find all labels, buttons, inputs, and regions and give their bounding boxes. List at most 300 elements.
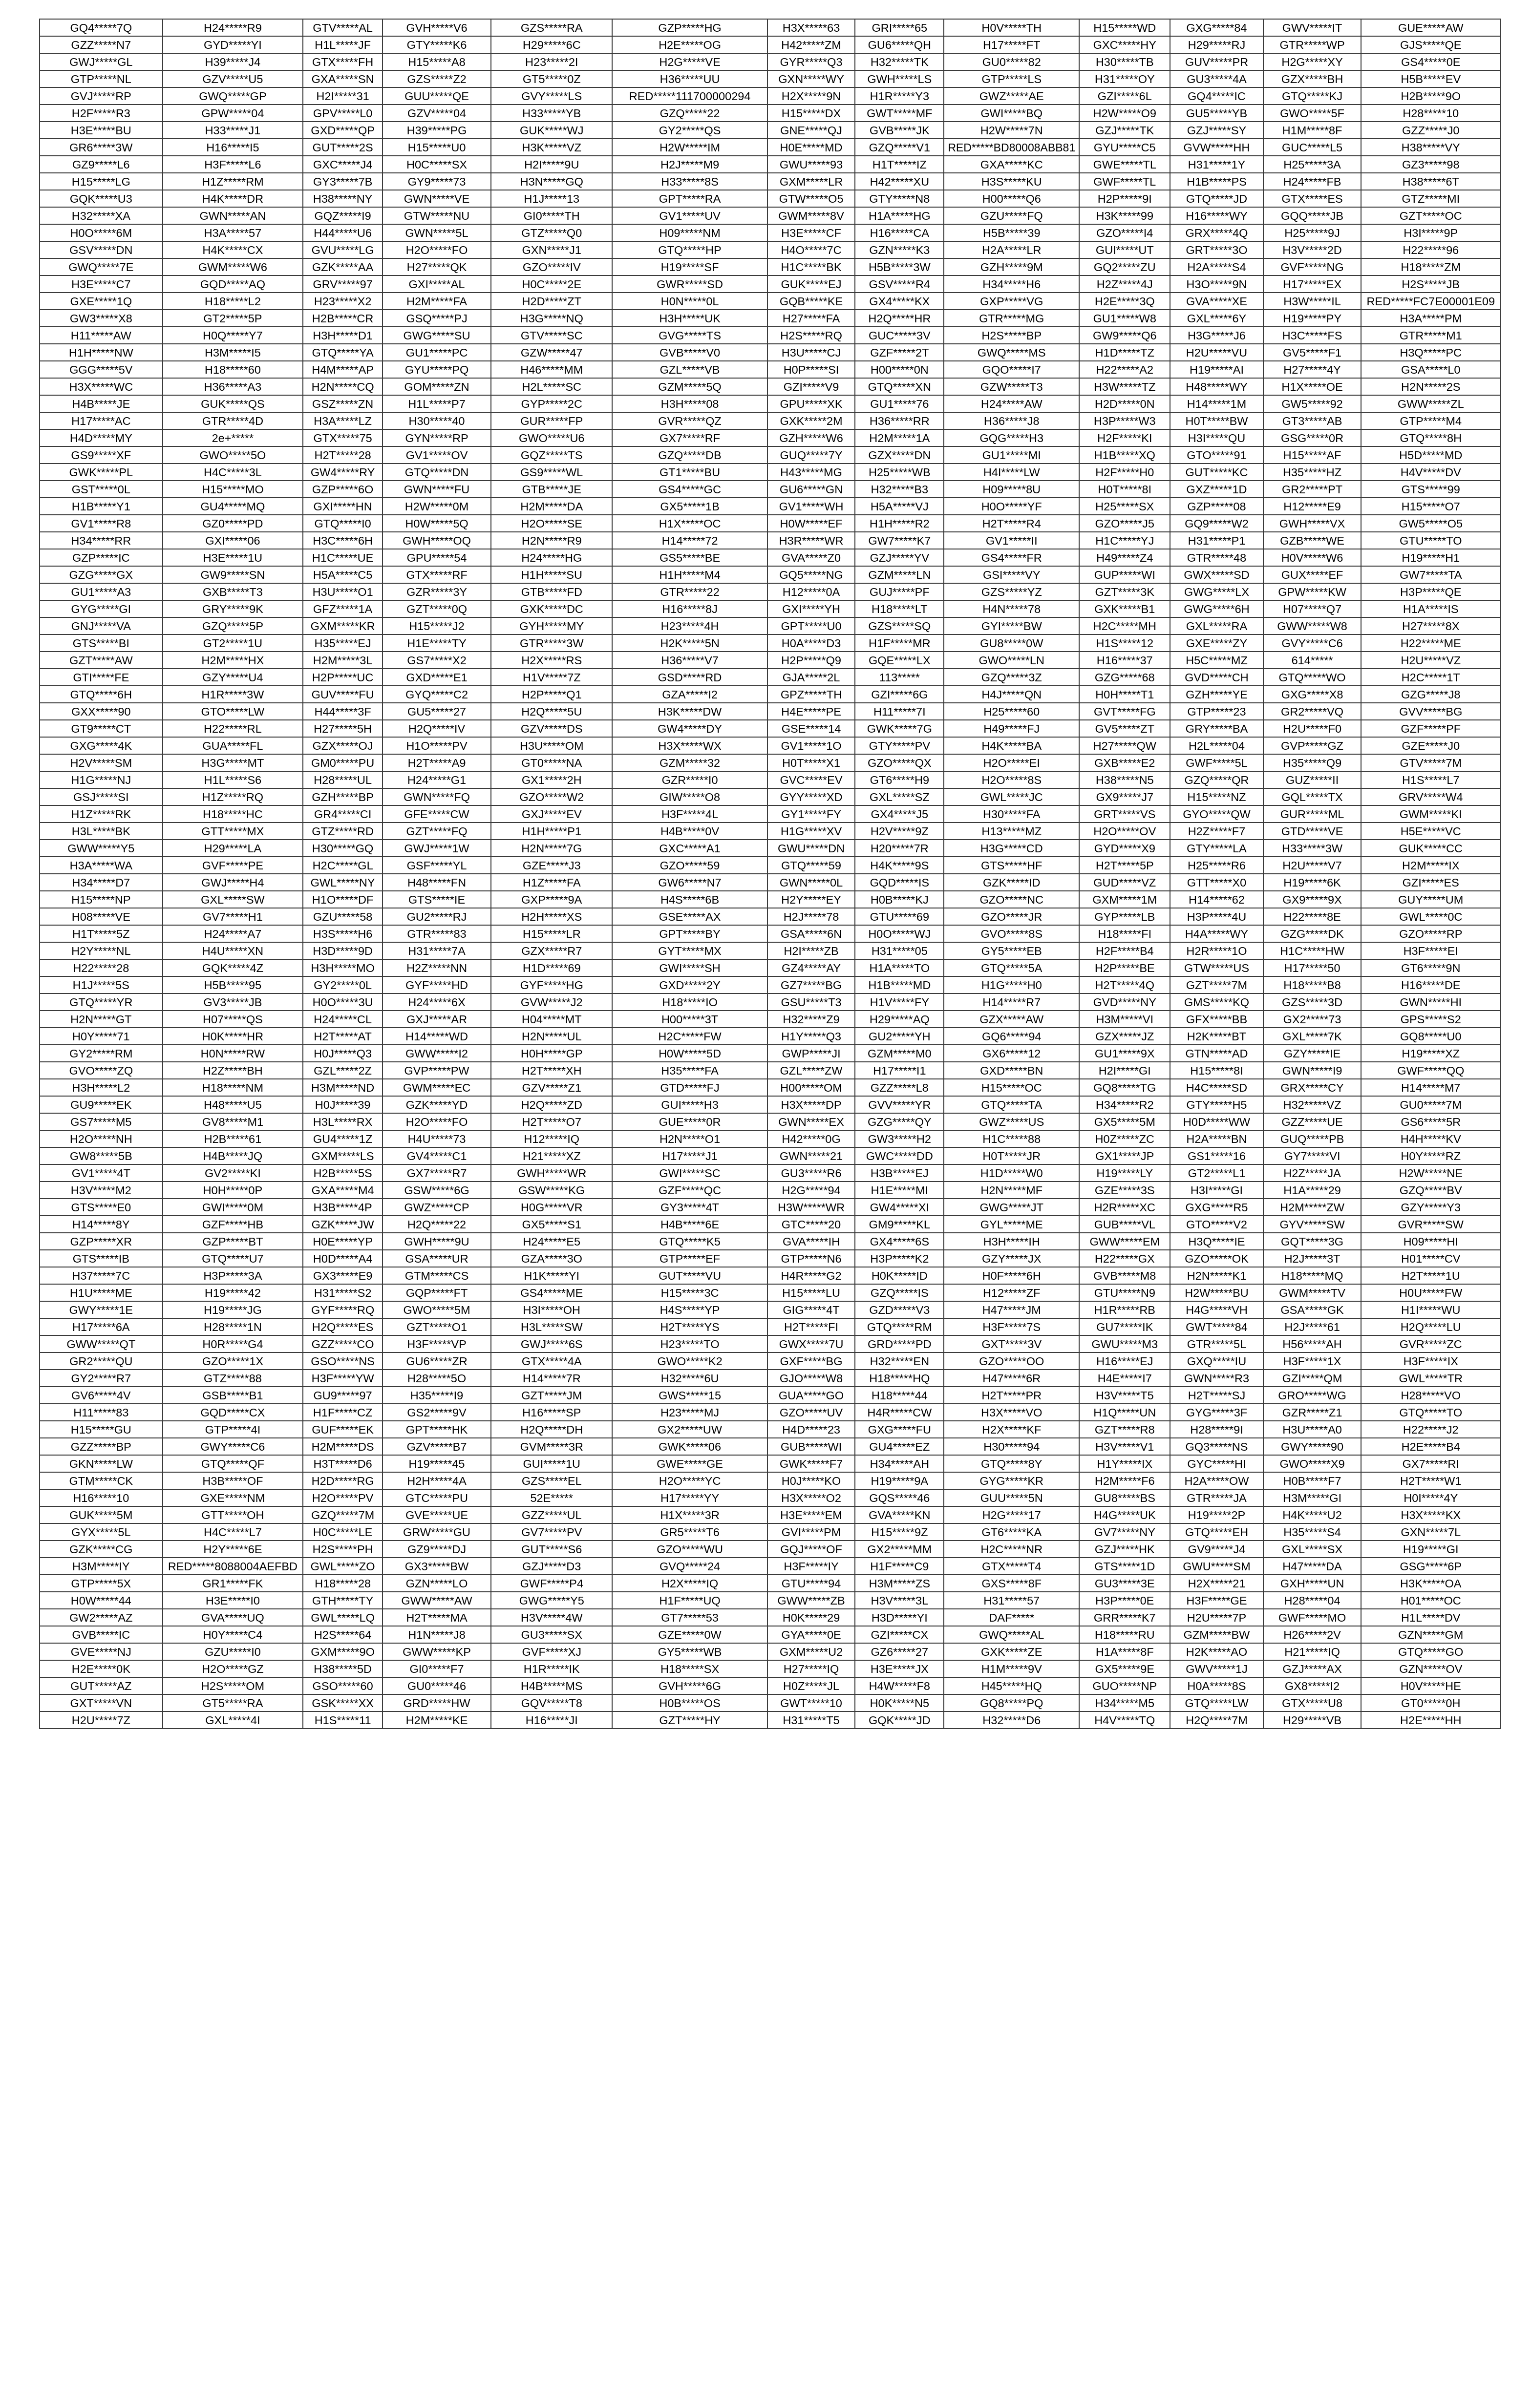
- table-cell: H2T*****R4: [944, 515, 1079, 532]
- table-cell: GMS*****KQ: [1170, 993, 1263, 1011]
- table-row: [40, 788, 1500, 805]
- table-cell: H2M*****FA: [383, 293, 491, 310]
- table-cell: H3S*****H6: [303, 925, 383, 942]
- table-cell: GZN*****GM: [1361, 1626, 1500, 1643]
- table-cell: GXT*****3V: [944, 1335, 1079, 1352]
- table-cell: GVF*****PE: [163, 857, 303, 874]
- table-cell: H2N*****2S: [1361, 378, 1500, 395]
- table-row: [40, 19, 1500, 36]
- table-row: [40, 1250, 1500, 1267]
- table-cell: H11*****AW: [40, 327, 163, 344]
- table-cell: H2N*****GT: [40, 1011, 163, 1028]
- table-cell: H3M*****IY: [40, 1558, 163, 1575]
- table-cell: GU1*****9X: [1079, 1045, 1170, 1062]
- table-row: [40, 53, 1500, 70]
- table-cell: GTR*****JA: [1170, 1489, 1263, 1506]
- table-cell: H36*****RR: [855, 412, 944, 429]
- table-cell: GXB*****E2: [1079, 754, 1170, 771]
- table-cell: H43*****MG: [767, 464, 855, 481]
- table-cell: GTX*****RF: [383, 566, 491, 583]
- table-row: [40, 1438, 1500, 1455]
- table-cell: GXA*****SN: [303, 70, 383, 87]
- table-cell: H3I*****QU: [1170, 429, 1263, 446]
- table-cell: GXF*****BG: [767, 1352, 855, 1370]
- table-cell: GW7*****K7: [855, 532, 944, 549]
- table-cell: GXA*****M4: [303, 1182, 383, 1199]
- table-cell: GVA*****UQ: [163, 1609, 303, 1626]
- table-cell: GZT*****HY: [612, 1711, 767, 1729]
- table-cell: GZN*****OV: [1361, 1660, 1500, 1677]
- table-row: [40, 993, 1500, 1011]
- table-cell: H3V*****T5: [1079, 1387, 1170, 1404]
- table-cell: GWX*****SD: [1170, 566, 1263, 583]
- table-cell: H0O*****WJ: [855, 925, 944, 942]
- table-cell: GUT*****VU: [612, 1267, 767, 1284]
- table-cell: GR5*****T6: [612, 1523, 767, 1541]
- table-cell: GXK*****ZE: [944, 1643, 1079, 1660]
- table-cell: GWH*****VX: [1263, 515, 1362, 532]
- table-cell: GZU*****I0: [163, 1643, 303, 1660]
- table-cell: GWG*****SU: [383, 327, 491, 344]
- table-cell: GWU*****M3: [1079, 1335, 1170, 1352]
- table-cell: GU2*****YH: [855, 1028, 944, 1045]
- table-cell: H36*****A3: [163, 378, 303, 395]
- table-cell: GYG*****KR: [944, 1472, 1079, 1489]
- table-cell: GXM*****9O: [303, 1643, 383, 1660]
- table-row: [40, 566, 1500, 583]
- table-row: [40, 446, 1500, 464]
- table-cell: H2I*****31: [303, 87, 383, 105]
- table-cell: GYV*****SW: [1263, 1216, 1362, 1233]
- table-row: [40, 1045, 1500, 1062]
- table-cell: H2T*****PR: [944, 1387, 1079, 1404]
- table-cell: GWO*****U6: [491, 429, 612, 446]
- table-cell: H2Q*****22: [383, 1216, 491, 1233]
- table-cell: GXH*****UN: [1263, 1575, 1362, 1592]
- table-cell: H0Y*****RZ: [1361, 1147, 1500, 1164]
- table-cell: GTX*****T4: [944, 1558, 1079, 1575]
- table-row: [40, 1267, 1500, 1284]
- table-cell: H2E*****B4: [1361, 1438, 1500, 1455]
- table-cell: H0W*****EF: [767, 515, 855, 532]
- table-cell: H3F*****1X: [1263, 1352, 1362, 1370]
- table-cell: GVE*****UE: [383, 1506, 491, 1523]
- table-cell: GWM*****8V: [767, 207, 855, 224]
- table-cell: GTM*****CS: [383, 1267, 491, 1284]
- table-row: [40, 976, 1500, 993]
- table-cell: GX4*****J5: [855, 805, 944, 823]
- table-cell: GZQ*****7M: [303, 1506, 383, 1523]
- table-cell: H31*****T5: [767, 1711, 855, 1729]
- table-cell: H0U*****FW: [1361, 1284, 1500, 1301]
- table-cell: H2T*****A9: [383, 754, 491, 771]
- table-cell: RED*****8088004AEFBD: [163, 1558, 303, 1575]
- table-cell: GNE*****QJ: [767, 122, 855, 139]
- table-cell: GZU*****FQ: [944, 207, 1079, 224]
- table-cell: GZV*****B7: [383, 1438, 491, 1455]
- table-cell: 113*****: [855, 669, 944, 686]
- table-cell: GT0*****NA: [491, 754, 612, 771]
- table-cell: GSB*****B1: [163, 1387, 303, 1404]
- table-cell: H0K*****29: [767, 1609, 855, 1626]
- table-cell: GIW*****O8: [612, 788, 767, 805]
- table-cell: H4U*****XN: [163, 942, 303, 959]
- table-cell: H2T*****W1: [1361, 1472, 1500, 1489]
- table-row: [40, 1079, 1500, 1096]
- code-table-body: [40, 19, 1500, 1729]
- table-cell: GSO*****60: [303, 1677, 383, 1694]
- table-cell: GWQ*****MS: [944, 344, 1079, 361]
- table-row: [40, 1113, 1500, 1130]
- table-cell: H2C*****FW: [612, 1028, 767, 1045]
- table-cell: GV5*****ZT: [1079, 720, 1170, 737]
- table-cell: GR6*****3W: [40, 139, 163, 156]
- table-cell: H3X*****DP: [767, 1096, 855, 1113]
- table-cell: H24*****R9: [163, 19, 303, 36]
- table-cell: H27*****IQ: [767, 1660, 855, 1677]
- table-cell: GWE*****GE: [612, 1455, 767, 1472]
- table-cell: GQ5*****NG: [767, 566, 855, 583]
- table-cell: GSA*****GK: [1263, 1301, 1362, 1318]
- table-cell: H3H*****L2: [40, 1079, 163, 1096]
- table-cell: GTR*****83: [383, 925, 491, 942]
- table-cell: GZX*****AW: [944, 1011, 1079, 1028]
- table-cell: GZO*****UV: [767, 1404, 855, 1421]
- table-cell: H2T*****O7: [491, 1113, 612, 1130]
- table-cell: H0Z*****ZC: [1079, 1130, 1170, 1147]
- table-cell: H18*****44: [855, 1387, 944, 1404]
- table-cell: GYD*****X9: [1079, 840, 1170, 857]
- table-row: [40, 840, 1500, 857]
- table-cell: GZL*****ZW: [767, 1062, 855, 1079]
- table-cell: H3V*****4W: [491, 1609, 612, 1626]
- table-cell: GVB*****V0: [612, 344, 767, 361]
- table-cell: H2W*****7N: [944, 122, 1079, 139]
- table-cell: H1F*****C9: [855, 1558, 944, 1575]
- table-cell: H0B*****OS: [612, 1694, 767, 1711]
- table-cell: GWK*****06: [612, 1438, 767, 1455]
- table-cell: GZE*****3S: [1079, 1182, 1170, 1199]
- table-cell: GZQ*****IS: [855, 1284, 944, 1301]
- table-cell: H5B*****39: [944, 224, 1079, 241]
- table-cell: H39*****J4: [163, 53, 303, 70]
- table-cell: GRD*****HW: [383, 1694, 491, 1711]
- table-cell: GWK*****PL: [40, 464, 163, 481]
- table-cell: GTQ*****TA: [944, 1096, 1079, 1113]
- table-cell: GW5*****92: [1263, 395, 1362, 412]
- table-cell: GZQ*****BV: [1361, 1182, 1500, 1199]
- table-cell: GTP*****M4: [1361, 412, 1500, 429]
- table-cell: GXI*****AL: [383, 275, 491, 293]
- table-cell: GV1*****4T: [40, 1164, 163, 1182]
- table-cell: H0A*****D3: [767, 634, 855, 652]
- table-cell: GTB*****JE: [491, 481, 612, 498]
- table-cell: GTS*****E0: [40, 1199, 163, 1216]
- table-cell: GZZ*****L8: [855, 1079, 944, 1096]
- table-cell: H37*****7C: [40, 1267, 163, 1284]
- table-cell: GZI*****6L: [1079, 87, 1170, 105]
- table-cell: GXG*****4K: [40, 737, 163, 754]
- table-cell: GTQ*****EH: [1170, 1523, 1263, 1541]
- table-cell: H1R*****IK: [491, 1660, 612, 1677]
- table-cell: GTW*****NU: [383, 207, 491, 224]
- table-cell: H1D*****69: [491, 959, 612, 976]
- table-cell: H0Y*****71: [40, 1028, 163, 1045]
- table-cell: H2M*****HX: [163, 652, 303, 669]
- table-cell: GSA*****UR: [383, 1250, 491, 1267]
- table-cell: GZV*****Z1: [491, 1079, 612, 1096]
- table-cell: GXM*****LR: [767, 173, 855, 190]
- table-cell: H33*****J1: [163, 122, 303, 139]
- table-cell: GTP*****LS: [944, 70, 1079, 87]
- table-cell: GTQ*****59: [767, 857, 855, 874]
- table-cell: GYF*****HD: [383, 976, 491, 993]
- table-cell: GZS*****Z2: [383, 70, 491, 87]
- table-cell: H35*****FA: [612, 1062, 767, 1079]
- table-row: [40, 1711, 1500, 1729]
- table-cell: H2C*****NR: [944, 1541, 1079, 1558]
- table-cell: GW7*****TA: [1361, 566, 1500, 583]
- table-cell: GU4*****EZ: [855, 1438, 944, 1455]
- table-cell: GZH*****W6: [767, 429, 855, 446]
- table-cell: GS5*****BE: [612, 549, 767, 566]
- table-cell: H38*****5D: [303, 1660, 383, 1677]
- table-cell: GWL*****0C: [1361, 908, 1500, 925]
- table-cell: GZO*****OO: [944, 1352, 1079, 1370]
- table-cell: H0H*****0P: [163, 1182, 303, 1199]
- table-cell: H18*****28: [303, 1575, 383, 1592]
- table-cell: GYF*****HG: [491, 976, 612, 993]
- table-cell: H16*****EJ: [1079, 1352, 1170, 1370]
- table-cell: GSW*****KG: [491, 1182, 612, 1199]
- table-cell: GZM*****LN: [855, 566, 944, 583]
- table-cell: GTQ*****YA: [303, 344, 383, 361]
- table-cell: H3H*****MO: [303, 959, 383, 976]
- table-cell: GR2*****PT: [1263, 481, 1362, 498]
- table-cell: H16*****8J: [612, 600, 767, 617]
- table-row: [40, 1352, 1500, 1370]
- table-row: [40, 1472, 1500, 1489]
- table-cell: GUT*****2S: [303, 139, 383, 156]
- table-row: [40, 275, 1500, 293]
- table-cell: H16*****SP: [491, 1404, 612, 1421]
- table-row: [40, 1609, 1500, 1626]
- table-cell: H27*****QK: [383, 258, 491, 275]
- table-cell: H5D*****MD: [1361, 446, 1500, 464]
- table-cell: H14*****7R: [491, 1370, 612, 1387]
- table-cell: GZD*****V3: [855, 1301, 944, 1318]
- table-cell: GGG*****5V: [40, 361, 163, 378]
- table-cell: H3R*****WR: [767, 532, 855, 549]
- table-cell: H15*****MO: [163, 481, 303, 498]
- table-cell: H0F*****6H: [944, 1267, 1079, 1284]
- table-cell: H3P*****K2: [855, 1250, 944, 1267]
- table-cell: GS9*****WL: [491, 464, 612, 481]
- table-cell: H2O*****PV: [303, 1489, 383, 1506]
- table-cell: GYC*****HI: [1170, 1455, 1263, 1472]
- table-cell: GU3*****R6: [767, 1164, 855, 1182]
- table-cell: GZP*****6O: [303, 481, 383, 498]
- table-cell: GI0*****TH: [491, 207, 612, 224]
- table-cell: H5B*****95: [163, 976, 303, 993]
- table-cell: H0H*****GP: [491, 1045, 612, 1062]
- table-cell: GJA*****2L: [767, 669, 855, 686]
- table-cell: GVO*****8S: [944, 925, 1079, 942]
- table-cell: H2W*****NE: [1361, 1164, 1500, 1182]
- table-cell: GSU*****T3: [767, 993, 855, 1011]
- table-cell: H2R*****1O: [1170, 942, 1263, 959]
- table-cell: H2E*****OG: [612, 36, 767, 53]
- table-cell: H15*****DX: [767, 105, 855, 122]
- table-cell: GUK*****5M: [40, 1506, 163, 1523]
- table-cell: H2M*****DA: [491, 498, 612, 515]
- table-cell: GX5*****5M: [1079, 1113, 1170, 1130]
- table-cell: H1J*****5S: [40, 976, 163, 993]
- table-cell: H3I*****9P: [1361, 224, 1500, 241]
- table-cell: H0J*****39: [303, 1096, 383, 1113]
- table-cell: GZG*****DK: [1263, 925, 1362, 942]
- table-cell: H36*****UU: [612, 70, 767, 87]
- table-cell: H2S*****PH: [303, 1541, 383, 1558]
- table-cell: H34*****AH: [855, 1455, 944, 1472]
- table-cell: H2S*****BP: [944, 327, 1079, 344]
- table-cell: H11*****7I: [855, 703, 944, 720]
- table-cell: GWJ*****6S: [491, 1335, 612, 1352]
- table-cell: H2D*****0N: [1079, 395, 1170, 412]
- table-cell: H0W*****44: [40, 1592, 163, 1609]
- table-cell: GXD*****E1: [383, 669, 491, 686]
- table-cell: H2M*****KE: [383, 1711, 491, 1729]
- table-cell: GV3*****JB: [163, 993, 303, 1011]
- table-cell: H2Q*****ZD: [491, 1096, 612, 1113]
- table-cell: GZR*****I0: [612, 771, 767, 788]
- table-cell: GW2*****AZ: [40, 1609, 163, 1626]
- table-cell: GTX*****FH: [303, 53, 383, 70]
- table-cell: GTQ*****8Y: [944, 1455, 1079, 1472]
- table-cell: H1E*****TY: [383, 634, 491, 652]
- table-row: [40, 1643, 1500, 1660]
- table-cell: H1D*****TZ: [1079, 344, 1170, 361]
- table-cell: GXL*****4I: [163, 1711, 303, 1729]
- table-cell: GXZ*****1D: [1170, 481, 1263, 498]
- table-cell: H4K*****DR: [163, 190, 303, 207]
- table-cell: GWI*****SH: [612, 959, 767, 976]
- table-cell: GX1*****JP: [1079, 1147, 1170, 1164]
- table-cell: H45*****HQ: [944, 1677, 1079, 1694]
- table-cell: H3C*****6H: [303, 532, 383, 549]
- table-cell: GWM*****KI: [1361, 805, 1500, 823]
- table-cell: GX3*****BW: [383, 1558, 491, 1575]
- table-cell: H1Y*****IX: [1079, 1455, 1170, 1472]
- table-cell: H2T*****4Q: [1079, 976, 1170, 993]
- table-cell: H3F*****L6: [163, 156, 303, 173]
- table-cell: H23*****MJ: [612, 1404, 767, 1421]
- table-cell: GZX*****BH: [1263, 70, 1362, 87]
- table-cell: GPT*****RA: [612, 190, 767, 207]
- table-cell: H0N*****0L: [612, 293, 767, 310]
- table-cell: H2O*****SE: [491, 515, 612, 532]
- table-cell: GQ8*****PQ: [944, 1694, 1079, 1711]
- table-cell: GWW*****W8: [1263, 617, 1362, 634]
- table-cell: GVA*****Z0: [767, 549, 855, 566]
- table-cell: GZM*****M0: [855, 1045, 944, 1062]
- table-cell: GQ6*****94: [944, 1028, 1079, 1045]
- table-cell: H18*****60: [163, 361, 303, 378]
- table-row: [40, 1370, 1500, 1387]
- table-cell: H2S*****RQ: [767, 327, 855, 344]
- table-cell: GXE*****ZY: [1170, 634, 1263, 652]
- table-cell: H2V*****SM: [40, 754, 163, 771]
- table-cell: H12*****0A: [767, 583, 855, 600]
- table-cell: GS4*****GC: [612, 481, 767, 498]
- table-cell: H31*****1Y: [1170, 156, 1263, 173]
- table-cell: H08*****VE: [40, 908, 163, 925]
- table-cell: H1Z*****RM: [163, 173, 303, 190]
- table-cell: GSK*****XX: [303, 1694, 383, 1711]
- table-cell: GWN*****I9: [1263, 1062, 1362, 1079]
- table-cell: GRW*****GU: [383, 1523, 491, 1541]
- table-cell: H3L*****RX: [303, 1113, 383, 1130]
- table-cell: H27*****5H: [303, 720, 383, 737]
- table-cell: H1Z*****RK: [40, 805, 163, 823]
- table-cell: H19*****H1: [1361, 549, 1500, 566]
- table-cell: GTR*****48: [1170, 549, 1263, 566]
- table-cell: GUA*****GO: [767, 1387, 855, 1404]
- table-cell: H38*****NY: [303, 190, 383, 207]
- table-cell: GZT*****AW: [40, 652, 163, 669]
- table-cell: H2F*****KI: [1079, 429, 1170, 446]
- table-cell: GTU*****94: [767, 1575, 855, 1592]
- table-cell: GXL*****7K: [1263, 1028, 1362, 1045]
- table-cell: H2Z*****JA: [1263, 1164, 1362, 1182]
- table-cell: GPU*****XK: [767, 395, 855, 412]
- table-cell: GWW*****I2: [383, 1045, 491, 1062]
- table-cell: GVH*****6G: [612, 1677, 767, 1694]
- table-cell: GXJ*****AR: [383, 1011, 491, 1028]
- table-cell: GTV*****SC: [491, 327, 612, 344]
- table-cell: H4A*****WY: [1170, 925, 1263, 942]
- table-cell: H3I*****GI: [1170, 1182, 1263, 1199]
- table-cell: H3P*****3A: [163, 1267, 303, 1284]
- table-cell: H3B*****OF: [163, 1472, 303, 1489]
- table-cell: GXL*****6Y: [1170, 310, 1263, 327]
- table-cell: GZL*****2Z: [303, 1062, 383, 1079]
- table-cell: GZE*****0W: [612, 1626, 767, 1643]
- table-row: [40, 481, 1500, 498]
- table-cell: H09*****NM: [612, 224, 767, 241]
- table-cell: H1U*****ME: [40, 1284, 163, 1301]
- table-cell: GZB*****WE: [1263, 532, 1362, 549]
- table-cell: H1H*****NW: [40, 344, 163, 361]
- table-cell: H0Y*****C4: [163, 1626, 303, 1643]
- table-cell: GTW*****O5: [767, 190, 855, 207]
- table-cell: H34*****M5: [1079, 1694, 1170, 1711]
- table-cell: GZR*****3Y: [383, 583, 491, 600]
- table-cell: H25*****SX: [1079, 498, 1170, 515]
- table-cell: GQ4*****7Q: [40, 19, 163, 36]
- table-cell: GZJ*****AX: [1263, 1660, 1362, 1677]
- table-cell: GV7*****H1: [163, 908, 303, 925]
- table-cell: GYY*****XD: [767, 788, 855, 805]
- table-cell: GTH*****TY: [303, 1592, 383, 1609]
- table-cell: GVR*****QZ: [612, 412, 767, 429]
- table-cell: H32*****Z9: [767, 1011, 855, 1028]
- table-row: [40, 515, 1500, 532]
- table-cell: GVM*****3R: [491, 1438, 612, 1455]
- table-row: [40, 429, 1500, 446]
- table-cell: GVF*****XJ: [491, 1643, 612, 1660]
- table-cell: H1Y*****Q3: [767, 1028, 855, 1045]
